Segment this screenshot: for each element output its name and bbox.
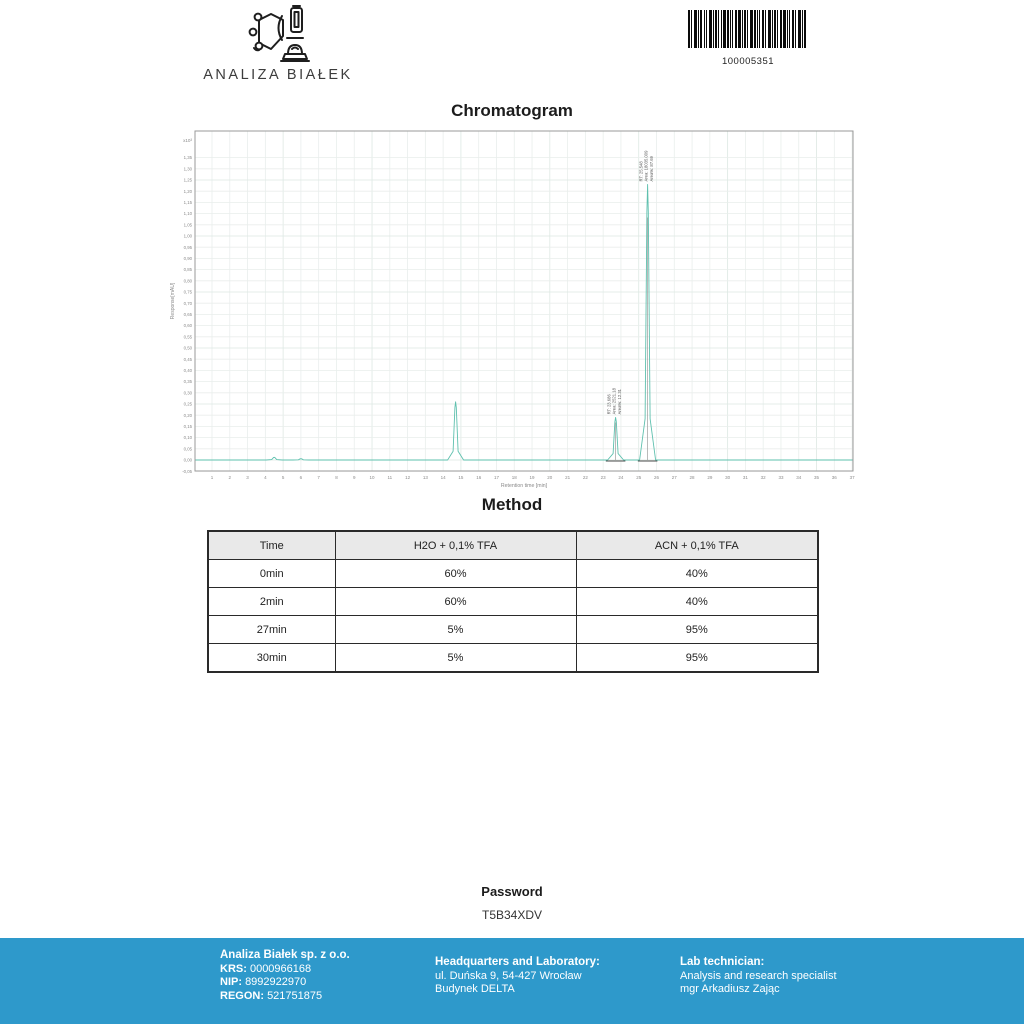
svg-text:22: 22 xyxy=(582,475,588,480)
footer xyxy=(0,938,1024,1024)
logo-text: ANALIZA BIAŁEK xyxy=(203,67,353,83)
svg-text:0,80: 0,80 xyxy=(183,278,192,284)
cell-h2o: 60% xyxy=(335,560,576,588)
cell-time: 2min xyxy=(208,588,335,616)
cell-time: 30min xyxy=(208,644,335,673)
svg-text:28: 28 xyxy=(689,475,695,480)
company-krs: KRS: 0000966168 xyxy=(220,962,312,975)
svg-text:1,30: 1,30 xyxy=(183,166,192,172)
footer-company xyxy=(220,949,350,1003)
svg-text:1,10: 1,10 xyxy=(183,211,192,217)
svg-text:RT: 23.686: RT: 23.686 xyxy=(606,394,612,415)
svg-text:0,30: 0,30 xyxy=(183,390,192,396)
cell-time: 0min xyxy=(208,560,335,588)
svg-text:0,45: 0,45 xyxy=(183,356,192,362)
svg-text:1,00: 1,00 xyxy=(183,233,192,239)
svg-text:1,05: 1,05 xyxy=(183,222,192,228)
svg-text:0,40: 0,40 xyxy=(183,368,192,373)
svg-text:37: 37 xyxy=(849,475,855,480)
svg-text:12: 12 xyxy=(405,475,411,480)
svg-text:36: 36 xyxy=(831,475,837,480)
table-row xyxy=(208,588,818,616)
svg-text:29: 29 xyxy=(707,475,713,480)
cell-acn: 95% xyxy=(576,644,818,673)
cell-h2o: 5% xyxy=(335,616,576,644)
svg-text:25: 25 xyxy=(636,475,642,480)
svg-text:35: 35 xyxy=(814,475,820,480)
table-row xyxy=(208,644,818,673)
svg-text:3: 3 xyxy=(246,475,249,480)
svg-text:0,10: 0,10 xyxy=(183,435,192,441)
table-row xyxy=(208,560,818,588)
svg-text:0,90: 0,90 xyxy=(183,256,192,261)
svg-text:1,25: 1,25 xyxy=(183,177,192,183)
svg-text:1,15: 1,15 xyxy=(183,200,192,205)
svg-text:1,20: 1,20 xyxy=(183,188,192,194)
password-value: T5B34XDV xyxy=(481,908,543,922)
svg-text:4: 4 xyxy=(264,475,267,480)
tech-role: Analysis and research specialist xyxy=(680,969,837,982)
microscope-lamp xyxy=(288,45,302,54)
svg-text:8: 8 xyxy=(335,475,338,480)
svg-text:34: 34 xyxy=(796,475,802,480)
table-row xyxy=(208,616,818,644)
cell-acn: 40% xyxy=(576,588,818,616)
svg-text:26: 26 xyxy=(653,475,660,480)
cell-acn: 95% xyxy=(576,616,818,644)
svg-text:7: 7 xyxy=(317,475,320,480)
svg-text:18: 18 xyxy=(511,475,517,480)
svg-text:0,20: 0,20 xyxy=(183,412,192,418)
company-regon: REGON: 521751875 xyxy=(220,989,323,1002)
svg-text:1: 1 xyxy=(210,475,214,480)
svg-text:21: 21 xyxy=(565,475,571,480)
chromatogram-chart xyxy=(165,126,865,496)
svg-text:16: 16 xyxy=(476,475,482,480)
svg-text:32: 32 xyxy=(760,475,766,480)
company-name: Analiza Białek sp. z o.o. xyxy=(220,949,350,961)
svg-text:24: 24 xyxy=(618,475,624,480)
cell-time: 27min xyxy=(208,616,335,644)
chromatogram-title: Chromatogram xyxy=(451,101,573,120)
col-header-time: Time xyxy=(208,531,335,560)
col-header-h2o: H2O + 0,1% TFA xyxy=(335,531,576,560)
cell-h2o: 5% xyxy=(335,644,576,673)
svg-text:0,55: 0,55 xyxy=(183,334,192,340)
svg-text:14: 14 xyxy=(440,475,446,480)
hq-address: ul. Duńska 9, 54-427 Wrocław xyxy=(435,969,582,982)
molecule-atom xyxy=(250,29,257,36)
barcode xyxy=(688,10,808,67)
tech-name: mgr Arkadiusz Zając xyxy=(680,983,780,995)
svg-text:Retention time [min]: Retention time [min] xyxy=(500,483,548,489)
svg-text:11: 11 xyxy=(387,475,393,480)
svg-text:RT: 25.548: RT: 25.548 xyxy=(638,161,644,182)
svg-text:33: 33 xyxy=(778,475,784,480)
svg-text:2: 2 xyxy=(228,475,232,480)
svg-text:0,05: 0,05 xyxy=(183,446,192,452)
svg-text:0,85: 0,85 xyxy=(183,267,192,273)
hq-building: Budynek DELTA xyxy=(435,983,515,995)
svg-text:17: 17 xyxy=(493,475,499,480)
footer-lab-technician xyxy=(680,956,837,997)
svg-text:0,70: 0,70 xyxy=(183,300,192,306)
svg-text:27: 27 xyxy=(671,475,677,480)
footer-headquarters xyxy=(435,956,600,997)
password-label: Password xyxy=(481,884,543,899)
svg-text:0,95: 0,95 xyxy=(183,244,192,250)
svg-text:31: 31 xyxy=(742,475,748,480)
svg-text:30: 30 xyxy=(725,475,731,480)
svg-text:Area%: 12.31: Area%: 12.31 xyxy=(616,389,622,415)
svg-text:-0,05: -0,05 xyxy=(182,468,192,474)
svg-text:Area%: 87.69: Area%: 87.69 xyxy=(648,156,654,182)
tech-title: Lab technician: xyxy=(680,956,765,968)
barcode-number: 100005351 xyxy=(721,56,775,67)
svg-text:0,35: 0,35 xyxy=(183,379,192,385)
method-title: Method xyxy=(481,495,543,514)
svg-text:9: 9 xyxy=(352,475,356,480)
svg-text:0,25: 0,25 xyxy=(183,401,192,407)
svg-text:Response[mAU]: Response[mAU] xyxy=(170,282,176,320)
svg-text:0,60: 0,60 xyxy=(183,323,192,329)
cell-acn: 40% xyxy=(576,560,818,588)
barcode-bars xyxy=(688,10,808,48)
svg-text:0,15: 0,15 xyxy=(183,424,192,429)
svg-text:x10³: x10³ xyxy=(183,138,192,143)
method-table xyxy=(207,530,819,673)
molecule-atom xyxy=(256,43,263,50)
svg-text:1,35: 1,35 xyxy=(183,155,192,161)
password-section xyxy=(0,884,1024,922)
svg-text:Area: 18035.009: Area: 18035.009 xyxy=(643,150,649,182)
svg-text:0,65: 0,65 xyxy=(183,312,192,317)
microscope-base xyxy=(283,54,307,59)
table-header-row xyxy=(208,531,818,560)
svg-text:0,50: 0,50 xyxy=(183,345,192,351)
logo xyxy=(198,4,358,83)
svg-text:6: 6 xyxy=(299,475,303,480)
svg-text:5: 5 xyxy=(281,475,285,480)
svg-text:13: 13 xyxy=(422,475,428,480)
cell-h2o: 60% xyxy=(335,588,576,616)
hq-title: Headquarters and Laboratory: xyxy=(435,956,600,968)
svg-text:0,00: 0,00 xyxy=(183,457,192,463)
svg-text:23: 23 xyxy=(600,475,606,480)
svg-text:0,75: 0,75 xyxy=(183,289,192,295)
svg-text:15: 15 xyxy=(458,475,464,480)
svg-text:Area: 2521.18: Area: 2521.18 xyxy=(611,388,617,415)
company-nip: NIP: 8992922970 xyxy=(220,976,307,988)
svg-text:20: 20 xyxy=(547,475,553,480)
molecule-atom xyxy=(255,14,262,21)
logo-icon xyxy=(235,4,321,64)
svg-text:10: 10 xyxy=(369,475,375,480)
svg-text:19: 19 xyxy=(529,475,535,480)
col-header-acn: ACN + 0,1% TFA xyxy=(576,531,818,560)
